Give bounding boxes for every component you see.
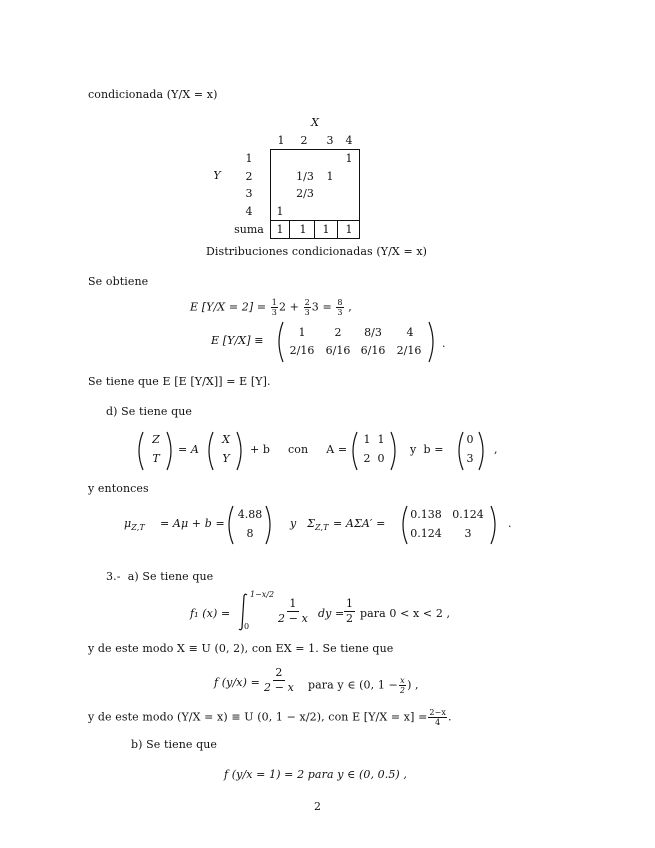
eq1-term: 2 + [278, 300, 299, 314]
equation-expectation-2 [190, 298, 352, 317]
denominator: 2 [346, 612, 354, 625]
eq2-lhs: E [Y/X] ≡ [211, 334, 264, 347]
eq5-lhs: f₁ (x) = [190, 607, 231, 620]
numerator: 2 [275, 666, 283, 679]
right-paren-icon [164, 430, 176, 472]
col-header: 2 [300, 134, 308, 147]
left-paren-icon [134, 430, 146, 472]
eq1-term: 3 = [311, 300, 332, 314]
integral-lower-limit: 0 [244, 622, 250, 631]
vector-cell: X [222, 433, 230, 446]
table-x-label: X [311, 116, 319, 129]
uniform-x-line: y de este modo X ≡ U (0, 2), con EX = 1. Se tiene que [88, 642, 394, 655]
se-tiene-expectation: Se tiene que E [E [Y/X]] = E [Y]. [88, 375, 271, 388]
intro-line: condicionada (Y/X = x) [88, 88, 218, 101]
part-d-label: d) Se tiene que [106, 405, 193, 418]
y-entonces-text: y entonces [88, 482, 149, 495]
matrix-cell: 2/16 [396, 344, 422, 357]
eq5-condition: para 0 < x < 2 , [360, 607, 451, 620]
matrix-cell: 0.124 [410, 527, 442, 540]
denominator: 2 − x [278, 612, 308, 625]
subscript: Z,T [131, 523, 145, 533]
vector-cell: 0 [466, 433, 474, 446]
eq1-tail: , [348, 300, 352, 314]
fraction [304, 298, 311, 317]
table-y-label: Y [213, 169, 221, 182]
cell-divider [289, 220, 290, 238]
vector-cell: 3 [466, 452, 474, 465]
row-header: 4 [245, 205, 253, 218]
denominator: 3 [271, 308, 277, 317]
col-header: 3 [326, 134, 334, 147]
eq4-cov-rhs: = AΣA′ = [333, 517, 386, 530]
eq6-condition [308, 676, 419, 695]
fraction [262, 666, 296, 695]
eq6-tail: ) , [407, 678, 419, 692]
table-cell: 1/3 [296, 170, 314, 183]
line-tail: . [448, 710, 452, 724]
vector-cell: Y [222, 452, 230, 465]
table-cell: 1 [326, 170, 334, 183]
fraction [336, 298, 343, 317]
numerator: 1 [271, 298, 277, 307]
integral-upper-limit: 1−x/2 [250, 590, 275, 599]
eq6-lhs: f (y/x) = [214, 676, 260, 689]
matrix-cell: 0 [377, 452, 385, 465]
suma-cell: 1 [322, 223, 330, 236]
eq3-operator: = A [178, 443, 199, 456]
matrix-cell: 8/3 [364, 326, 382, 339]
right-paren-icon [476, 430, 488, 472]
eq3-condition: + b con A = [250, 443, 348, 456]
matrix-cell: 6/16 [360, 344, 386, 357]
denominator: 2 [399, 686, 406, 695]
fraction [342, 597, 357, 626]
uniform-yx-text: y de este modo (Y/X = x) ≡ U (0, 1 − x/2), con E [Y/X = x] = [88, 710, 428, 724]
subscript: Z,T [314, 523, 329, 533]
numerator: 1 [346, 597, 354, 610]
numerator: 2 [304, 298, 310, 307]
numerator: 2−x [429, 708, 447, 717]
right-paren-icon [426, 320, 438, 364]
left-paren-icon [204, 430, 216, 472]
row-header: 1 [245, 152, 253, 165]
matrix-cell: 4 [406, 326, 414, 339]
cell-divider [337, 220, 338, 238]
matrix-cell: 0.138 [410, 508, 442, 521]
matrix-cell: 2/16 [289, 344, 315, 357]
row-header: 3 [245, 187, 253, 200]
eq3-tail: , [494, 443, 498, 456]
left-paren-icon [348, 430, 360, 472]
vector-cell: T [152, 452, 160, 465]
numerator: x [400, 676, 405, 685]
table-cell: 1 [276, 205, 284, 218]
table-cell: 1 [345, 152, 353, 165]
eq4-mean-rhs: = Aμ + b = [160, 517, 225, 530]
denominator: 2 − x [264, 681, 294, 694]
matrix-cell: 6/16 [325, 344, 351, 357]
equation-density-at-1: f (y/x = 1) = 2 para y ∈ (0, 0.5) , [224, 768, 408, 781]
problem-3-label: 3.- a) Se tiene que [106, 570, 214, 583]
left-paren-icon [274, 320, 286, 364]
matrix-cell: 1 [377, 433, 385, 446]
eq2-tail: . [442, 337, 446, 350]
vector-cell: Z [152, 433, 160, 446]
denominator: 3 [337, 308, 343, 317]
numerator: 1 [289, 597, 297, 610]
matrix-cell: 3 [464, 527, 472, 540]
left-paren-icon [224, 504, 236, 546]
page-number: 2 [314, 800, 322, 813]
suma-cell: 1 [345, 223, 353, 236]
sigma-zt [290, 517, 329, 532]
eq5-dy: dy = [318, 607, 345, 620]
denominator: 4 [435, 718, 441, 727]
right-paren-icon [488, 504, 500, 546]
fraction [428, 708, 447, 727]
part-b-label: b) Se tiene que [131, 738, 218, 751]
table-caption: Distribuciones condicionadas (Y/X = x) [206, 245, 428, 258]
suma-cell: 1 [276, 223, 284, 236]
vector-cell: 4.88 [237, 508, 263, 521]
eq1-lhs: E [Y/X = 2] = [190, 300, 267, 314]
se-obtiene-text: Se obtiene [88, 275, 149, 288]
mu-zt [124, 517, 145, 532]
uniform-yx-line [88, 708, 452, 727]
right-paren-icon [263, 504, 275, 546]
fraction [276, 597, 310, 626]
numerator: 8 [337, 298, 343, 307]
eq4-tail: . [508, 517, 512, 530]
matrix-cell: 2 [363, 452, 371, 465]
fraction [399, 676, 406, 695]
matrix-cell: 2 [334, 326, 342, 339]
col-header: 4 [345, 134, 353, 147]
right-paren-icon [388, 430, 400, 472]
denominator: 3 [304, 308, 310, 317]
matrix-cell: 1 [363, 433, 371, 446]
row-header-suma: suma [234, 223, 264, 236]
vector-cell: 8 [246, 527, 254, 540]
mu-symbol: μ [124, 517, 132, 530]
cell-divider [314, 220, 315, 238]
eq3-b-label: y b = [410, 443, 444, 456]
sigma-symbol: y Σ [290, 517, 315, 530]
row-header: 2 [245, 170, 253, 183]
right-paren-icon [234, 430, 246, 472]
matrix-cell: 1 [298, 326, 306, 339]
eq6-cond-text: para y ∈ (0, 1 − [308, 678, 398, 692]
fraction [271, 298, 278, 317]
table-cell: 2/3 [296, 187, 314, 200]
col-header: 1 [277, 134, 285, 147]
matrix-cell: 0.124 [452, 508, 484, 521]
suma-cell: 1 [299, 223, 307, 236]
